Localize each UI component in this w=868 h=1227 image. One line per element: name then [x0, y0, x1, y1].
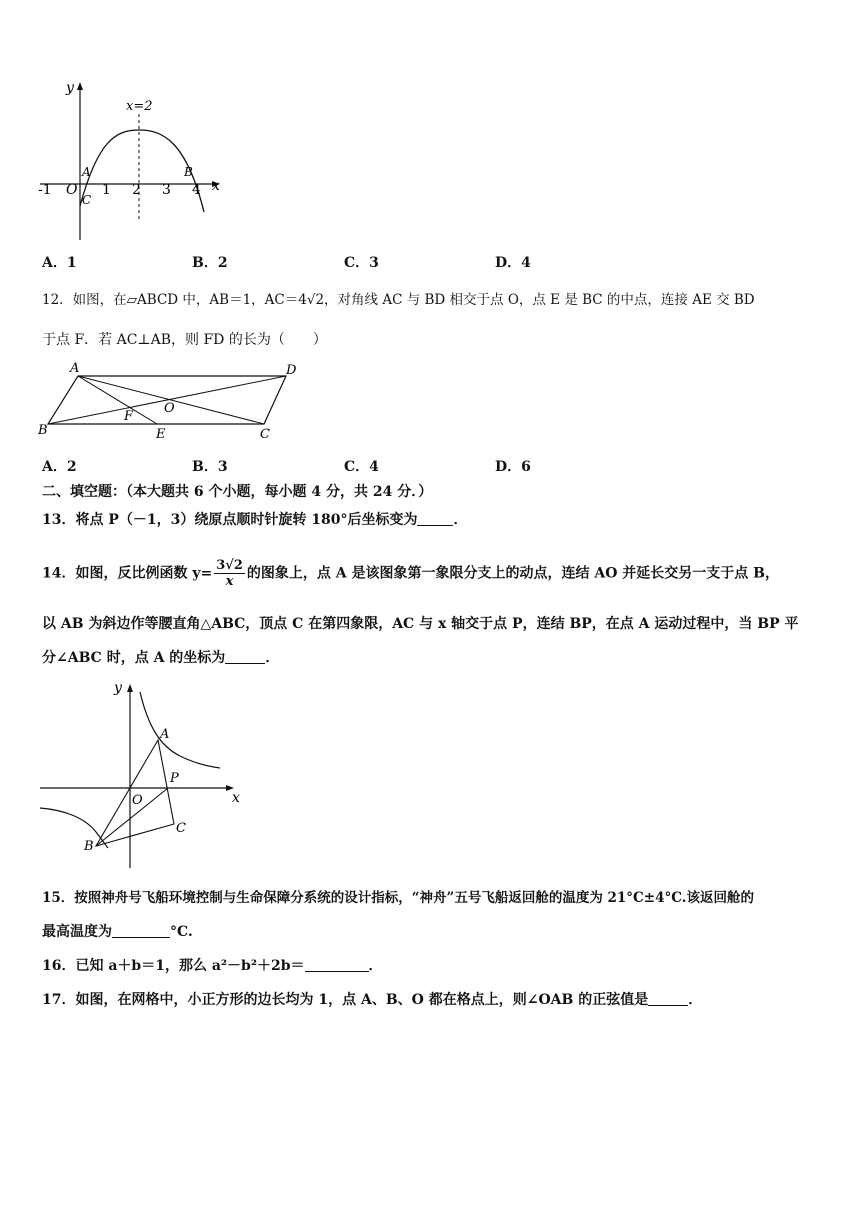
- q12-line1: 12．如图，在▱ABCD 中，AB＝1，AC＝4√2，对角线 AC 与 BD 相交于点 O，点 E 是 BC 的中点，连接 AE 交 BD: [42, 292, 755, 308]
- q13-end: ．: [453, 512, 468, 528]
- y-label: y: [66, 80, 74, 96]
- hyperbola-branch-first-quadrant: [140, 692, 220, 768]
- q15-answer-blank[interactable]: [112, 923, 170, 938]
- point-f-label: F: [124, 409, 134, 424]
- q14-line1: [42, 558, 779, 589]
- diagonal-ac: [78, 376, 264, 424]
- point-p-label: P: [170, 771, 179, 786]
- point-b-label: B: [38, 423, 48, 438]
- q13: [42, 510, 467, 530]
- y-label: y: [114, 680, 122, 696]
- q12-line2: 于点 F．若 AC⊥AB，则 FD 的长为（ ）: [42, 332, 327, 348]
- point-c-label: C: [176, 821, 186, 836]
- q11-option-d[interactable]: D．4: [495, 255, 531, 271]
- q15-line2-text: 最高温度为: [42, 924, 112, 940]
- segment-ae: [78, 376, 157, 424]
- q15-line2: [42, 922, 193, 942]
- q11-option-c[interactable]: C．3: [344, 255, 379, 271]
- q14-pre: 14．如图，反比例函数 y=: [42, 565, 213, 582]
- q17-end: ．: [688, 992, 703, 1008]
- q14-fraction: [214, 558, 245, 589]
- q14-post: 的图象上，点 A 是该图象第一象限分支上的动点，连结 AO 并延长交另一支于点 B，: [246, 565, 779, 582]
- q14-fraction-numerator: 3√2: [216, 558, 243, 573]
- point-a-label: A: [160, 727, 170, 742]
- tick-2: 2: [132, 182, 141, 198]
- q14-line3: [42, 648, 279, 668]
- tick-1: 1: [102, 182, 111, 198]
- q13-answer-blank[interactable]: [417, 511, 453, 526]
- q12-option-d[interactable]: D．6: [495, 459, 531, 475]
- y-axis-arrow: [77, 82, 83, 90]
- point-c-label: C: [260, 427, 270, 442]
- tick-neg1: -1: [38, 182, 52, 198]
- q12-parallelogram-figure: [36, 358, 306, 442]
- q17-text: 17．如图，在网格中，小正方形的边长均为 1，点 A、B、O 都在格点上，则∠OAB 的正弦值是: [42, 992, 649, 1008]
- origin-label: O: [66, 182, 78, 198]
- q16: [42, 956, 383, 976]
- section2-title: 二、填空题：（本大题共 6 个小题，每小题 4 分，共 24 分．）: [42, 484, 433, 500]
- x-label: x: [212, 178, 220, 194]
- point-a-label: A: [70, 361, 80, 376]
- point-c-label: C: [82, 193, 92, 207]
- q16-answer-blank[interactable]: [305, 957, 369, 972]
- point-d-label: D: [286, 363, 297, 378]
- tick-4: 4: [192, 182, 201, 198]
- q11-option-a[interactable]: A．1: [42, 255, 77, 271]
- q14-fraction-denominator: x: [225, 574, 234, 589]
- diagonal-bd: [48, 376, 286, 424]
- q11-parabola-figure: [36, 78, 236, 246]
- q14-line3-text: 分∠ABC 时，点 A 的坐标为: [42, 650, 226, 666]
- q12-option-a[interactable]: A．2: [42, 459, 77, 475]
- q16-end: ．: [368, 958, 383, 974]
- point-b-label: B: [184, 165, 193, 179]
- q16-text: 16．已知 a＋b＝1，那么 a²－b²＋2b＝: [42, 958, 305, 974]
- point-b-label: B: [84, 839, 94, 854]
- point-o-label: O: [164, 401, 175, 416]
- q15-line1: 15．按照神舟号飞船环境控制与生命保障分系统的设计指标，“神舟”五号飞船返回舱的温度为 21°C±4°C.该返回舱的: [42, 890, 754, 906]
- q17-answer-blank[interactable]: [648, 991, 688, 1006]
- q14-hyperbola-figure: [40, 676, 246, 870]
- point-e-label: E: [156, 427, 166, 442]
- q12-option-b[interactable]: B．3: [192, 459, 228, 475]
- y-axis-arrow: [127, 684, 133, 692]
- q15-end: °C.: [170, 924, 193, 940]
- q11-option-b[interactable]: B．2: [192, 255, 228, 271]
- q12-option-c[interactable]: C．4: [344, 459, 379, 475]
- q14-end: ．: [265, 650, 280, 666]
- q17: [42, 990, 702, 1010]
- x-label: x: [232, 790, 240, 806]
- tick-3: 3: [162, 182, 171, 198]
- symmetry-line-label: x=2: [126, 99, 153, 114]
- q14-answer-blank[interactable]: [225, 649, 265, 664]
- q14-line2: 以 AB 为斜边作等腰直角△ABC，顶点 C 在第四象限，AC 与 x 轴交于点 P，连结 BP，在点 A 运动过程中，当 BP 平: [42, 616, 799, 632]
- point-a-label: A: [82, 165, 91, 179]
- origin-label: O: [132, 793, 143, 808]
- q13-text: 13．将点 P（－1，3）绕原点顺时针旋转 180°后坐标变为: [42, 512, 418, 528]
